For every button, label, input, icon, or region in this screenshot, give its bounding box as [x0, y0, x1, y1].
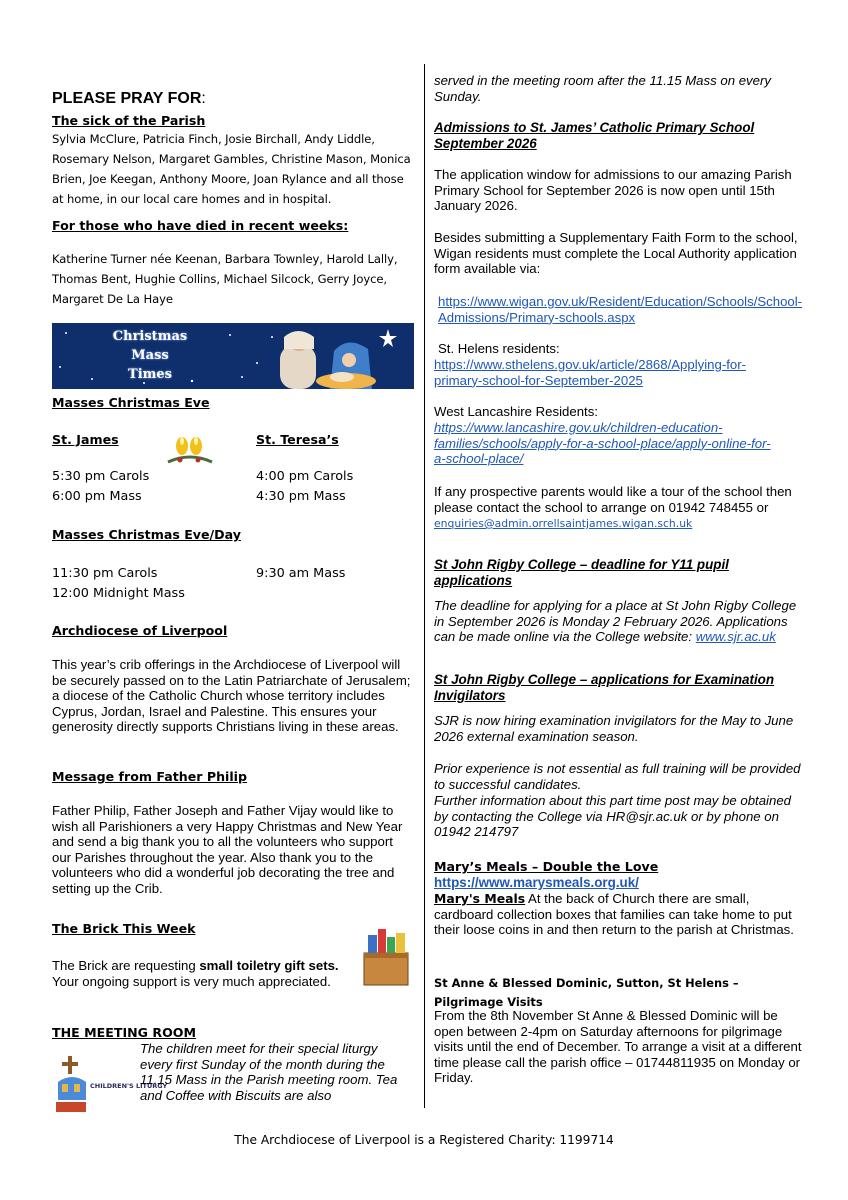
westlancs-label: West Lancashire Residents: — [434, 404, 598, 419]
day-st-james-2: 12:00 Midnight Mass — [52, 586, 185, 601]
masses-day-heading: Masses Christmas Eve/Day — [52, 527, 241, 542]
tour-text: If any prospective parents would like a tour of the school then please contact the school to arrange on 01942 748455 or enquiries@admin.orrellsaintjames.wigan.sch.uk — [434, 484, 792, 530]
church-st-james: St. James — [52, 432, 119, 447]
candles-icon — [164, 432, 216, 470]
sjr1-heading: St John Rigby College – deadline for Y11 pupil applications — [434, 557, 729, 588]
archdiocese-text: This year’s crib offerings in the Archdiocese of Liverpool will be securely passed on to the Latin Patriarchate of Jerusalem; a diocese of the Catholic Church whose territory includes Cyprus, Jordan, Israel and Palestine. This ensures your generosity directly supports Christians living in these areas. — [52, 657, 411, 734]
pilgrimage-heading: St Anne & Blessed Dominic, Sutton, St Helens – Pilgrimage Visits — [434, 976, 739, 1009]
meeting-cont-text: served in the meeting room after the 11.15 Mass on every Sunday. — [434, 73, 771, 104]
footer-charity-notice: The Archdiocese of Liverpool is a Registered Charity: 1199714 — [234, 1133, 614, 1147]
sjr-website-link[interactable]: www.sjr.ac.uk — [695, 629, 776, 644]
sjr2-p1: SJR is now hiring examination invigilators for the May to June 2026 external examination season. — [434, 713, 794, 744]
pray-title: PLEASE PRAY FOR: — [52, 90, 206, 107]
sjr2-p3: Further information about this part time post may be obtained by contacting the College via HR@sjr.ac.uk or by phone on 01942 214797 — [434, 793, 791, 839]
childrens-liturgy-label: CHILDREN'S LITURGY — [90, 1082, 168, 1090]
eve-st-teresa-2: 4:30 pm Mass — [256, 489, 346, 504]
church-st-teresa: St. Teresa’s — [256, 432, 339, 447]
brick-heading: The Brick This Week — [52, 921, 196, 936]
marys-meals-link[interactable]: https://www.marysmeals.org.uk/ — [434, 875, 639, 890]
school-email-link[interactable]: enquiries@admin.orrellsaintjames.wigan.sch.uk — [434, 517, 693, 530]
sjr2-p2: Prior experience is not essential as full training will be provided to successful candidates. — [434, 761, 801, 792]
masses-eve-heading: Masses Christmas Eve — [52, 395, 210, 410]
sjr1-text: The deadline for applying for a place at St John Rigby College in September 2026 is Monday 2 February 2026. Applications can be made online via the College website: www.sjr.ac.uk — [434, 598, 797, 644]
day-st-teresa-1: 9:30 am Mass — [256, 566, 346, 581]
christmas-mass-times-banner — [52, 323, 414, 389]
marys-text: Mary's Meals At the back of Church there are small, cardboard collection boxes that families can take home to put their loose coins in and then return to the parish at Christmas. — [434, 891, 794, 937]
sthelens-link[interactable]: https://www.sthelens.gov.uk/article/2868/Applying-for-primary-school-for-September-2025 — [434, 357, 747, 388]
sthelens-label: St. Helens residents: — [438, 341, 560, 356]
died-heading: For those who have died in recent weeks: — [52, 218, 349, 233]
sick-heading: The sick of the Parish — [52, 113, 206, 128]
eve-st-james-1: 5:30 pm Carols — [52, 469, 150, 484]
wigan-link[interactable]: https://www.wigan.gov.uk/Resident/Education/Schools/School-Admissions/Primary-schools.aspx — [438, 294, 803, 325]
meeting-text: The children meet for their special liturgy every first Sunday of the month during the 11.15 Mass in the Parish meeting room. Tea and Coffee with Biscuits are also — [140, 1041, 398, 1103]
gift-box-icon — [358, 925, 416, 989]
admissions-p2: Besides submitting a Supplementary Faith Form to the school, Wigan residents must complete the Local Authority application form available via: — [434, 230, 798, 276]
pilgrimage-text: From the 8th November St Anne & Blessed Dominic will be open between 2-4pm on Saturday afternoons for pilgrimage visits until the end of December. To arrange a visit at a different time please call the parish office – 01744811935 on Monday or Friday. — [434, 1008, 802, 1085]
banner-title: Christmas Mass Times — [112, 329, 188, 382]
admissions-heading: Admissions to St. James’ Catholic Primary School September 2026 — [434, 120, 755, 151]
archdiocese-heading: Archdiocese of Liverpool — [52, 623, 228, 638]
philip-text: Father Philip, Father Joseph and Father Vijay would like to wish all Parishioners a very Happy Christmas and New Year and send a big thank you to all the volunteers who support our Parishes throughout the year. Also thank you to the volunteers who did a wonderful job decorating the tree and setting up the Crib. — [52, 803, 403, 896]
westlancs-link[interactable]: https://www.lancashire.gov.uk/children-education-families/schools/apply-for-a-school-place/apply-online-for-a-school-place/ — [434, 420, 771, 466]
died-text: Katherine Turner née Keenan, Barbara Townley, Harold Lally, Thomas Bent, Hughie Collins, Michael Silcock, Gerry Joyce, Margaret De La Haye — [52, 252, 398, 306]
eve-st-james-2: 6:00 pm Mass — [52, 489, 142, 504]
childrens-liturgy-icon — [52, 1048, 168, 1116]
sjr2-heading: St John Rigby College – applications for Examination Invigilators — [434, 672, 775, 703]
column-divider — [424, 64, 425, 1108]
marys-heading: Mary’s Meals – Double the Love — [434, 859, 659, 874]
eve-st-teresa-1: 4:00 pm Carols — [256, 469, 354, 484]
brick-text: The Brick are requesting small toiletry gift sets. Your ongoing support is very much appreciated. — [52, 958, 339, 989]
day-st-james-1: 11:30 pm Carols — [52, 566, 158, 581]
philip-heading: Message from Father Philip — [52, 769, 247, 784]
sick-text: Sylvia McClure, Patricia Finch, Josie Birchall, Andy Liddle, Rosemary Nelson, Margaret Gambles, Christine Mason, Monica Brien, Joe Keegan, Anthony Moore, Joan Rylance and all those at home, in our local care homes and in hospital. — [52, 132, 411, 206]
meeting-heading: THE MEETING ROOM — [52, 1025, 197, 1040]
admissions-p1: The application window for admissions to our amazing Parish Primary School for September 2026 is now open until 15th January 2026. — [434, 167, 792, 213]
